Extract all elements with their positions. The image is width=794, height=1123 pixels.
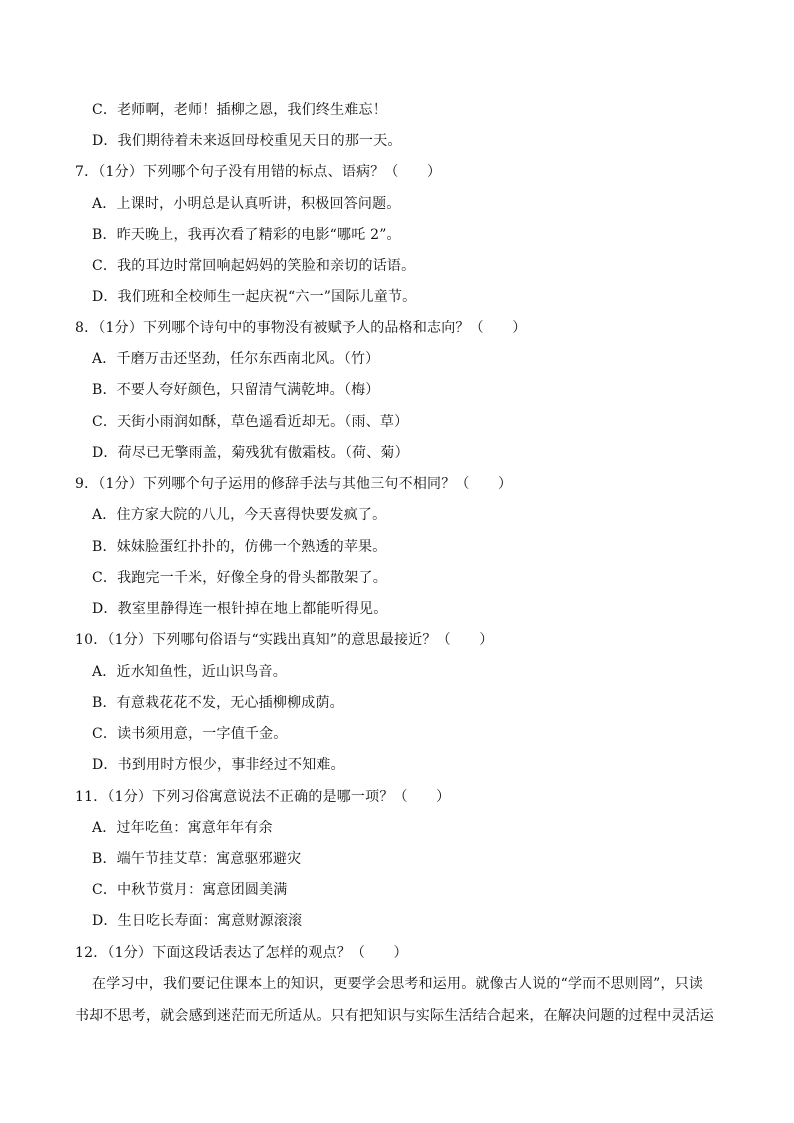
option-c7: C．我的耳边时常回响起妈妈的笑脸和亲切的话语。 xyxy=(92,258,416,274)
option-b8: B．不要人夸好颜色，只留清气满乾坤。（梅） xyxy=(92,382,380,398)
option-a8: A．千磨万击还坚劲，任尔东西南北风。（竹） xyxy=(92,351,380,367)
question-q8: 8．（1分）下列哪个诗句中的事物没有被赋予人的品格和志向？（ ） xyxy=(75,320,527,336)
option-a10: A．近水知鱼性，近山识鸟音。 xyxy=(92,664,287,680)
passage-line-p12a: 在学习中，我们要记住课本上的知识，更要学会思考和运用。就像古人说的“学而不思则罔”，只读 xyxy=(92,976,704,992)
option-d8: D．荷尽已无擎雨盖，菊残犹有傲霜枝。（荷、菊） xyxy=(92,445,409,461)
option-a11: A．过年吃鱼：寓意年年有余 xyxy=(92,820,273,836)
option-c9: C．我跑完一千米，好像全身的骨头都散架了。 xyxy=(92,570,387,586)
question-q12: 12．（1分）下面这段话表达了怎样的观点？（ ） xyxy=(75,945,408,961)
option-b11: B．端午节挂艾草：寓意驱邪避灾 xyxy=(92,851,302,867)
option-c6: C．老师啊，老师！插柳之恩，我们终生难忘！ xyxy=(92,102,387,118)
option-d11: D．生日吃长寿面：寓意财源滚滚 xyxy=(92,913,303,929)
option-d7: D．我们班和全校师生一起庆祝“六一”国际儿童节。 xyxy=(92,289,417,305)
option-d6: D．我们期待着未来返回母校重见天日的那一天。 xyxy=(92,133,402,149)
option-c8: C．天街小雨润如酥，草色遥看近却无。（雨、草） xyxy=(92,414,409,430)
question-q10: 10．（1分）下列哪句俗语与“实践出真知”的意思最接近？（ ） xyxy=(75,632,494,648)
option-d9: D．教室里静得连一根针掉在地上都能听得见。 xyxy=(92,601,388,617)
passage-line-p12b: 书却不思考，就会感到迷茫而无所适从。只有把知识与实际生活结合起来，在解决问题的过程中灵活运 xyxy=(75,1008,714,1024)
option-d10: D．书到用时方恨少，事非经过不知难。 xyxy=(92,757,345,773)
question-q9: 9．（1分）下列哪个句子运用的修辞手法与其他三句不相同？（ ） xyxy=(75,476,513,492)
option-c10: C．读书须用意，一字值千金。 xyxy=(92,726,288,742)
option-a7: A．上课时，小明总是认真听讲，积极回答问题。 xyxy=(92,196,401,212)
option-a9: A．住方家大院的八儿，今天喜得快要发疯了。 xyxy=(92,507,387,523)
option-b10: B．有意栽花花不发，无心插柳柳成荫。 xyxy=(92,695,344,711)
option-b7: B．昨天晚上，我再次看了精彩的电影“哪吒 2”。 xyxy=(92,227,401,243)
option-c11: C．中秋节赏月：寓意团圆美满 xyxy=(92,882,288,898)
option-b9: B．妹妹脸蛋红扑扑的，仿佛一个熟透的苹果。 xyxy=(92,539,387,555)
question-q11: 11．（1分）下列习俗寓意说法不正确的是哪一项？（ ） xyxy=(75,789,451,805)
question-q7: 7．（1分）下列哪个句子没有用错的标点、语病？（ ） xyxy=(75,164,442,180)
